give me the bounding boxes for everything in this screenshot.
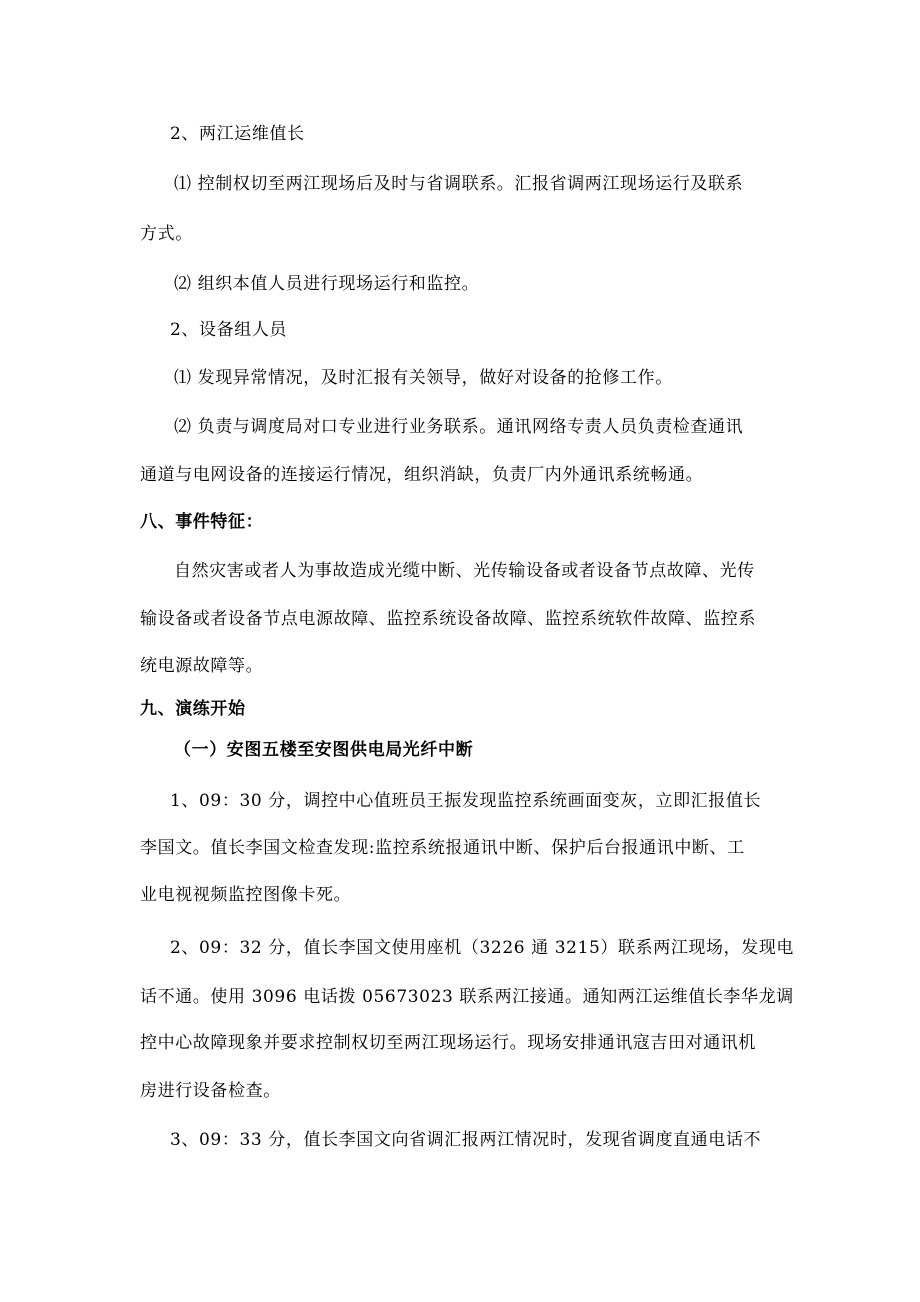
paragraph-line: 房进行设备检查。 <box>140 1081 281 1101</box>
paragraph-line: 统电源故障等。 <box>140 656 264 676</box>
paragraph-line: 话不通。使用 3096 电话拨 05673023 联系两江接通。通知两江运维值长李华龙调 <box>140 987 794 1007</box>
paragraph-line: 通道与电网设备的连接运行情况，组织消缺，负责厂内外通讯系统畅通。 <box>140 465 704 485</box>
paragraph-line: ⑵ 负责与调度局对口专业进行业务联系。通讯网络专责人员负责检查通讯 <box>174 417 744 437</box>
subsection-heading-fiber-break: （一）安图五楼至安图供电局光纤中断 <box>174 740 474 760</box>
subheading-equipment-team: 2、设备组人员 <box>170 320 288 340</box>
paragraph-line: 输设备或者设备节点电源故障、监控系统设备故障、监控系统软件故障、监控系 <box>140 609 756 629</box>
paragraph-line: 3、09：33 分，值长李国文向省调汇报两江情况时，发现省调度直通电话不 <box>170 1130 762 1150</box>
paragraph-line: 业电视视频监控图像卡死。 <box>140 885 352 905</box>
section-heading-drill-start: 九、演练开始 <box>140 699 246 719</box>
paragraph-line: ⑴ 发现异常情况，及时汇报有关领导，做好对设备的抢修工作。 <box>174 368 673 388</box>
section-heading-event-features: 八、事件特征： <box>140 512 264 532</box>
paragraph-line: 1、09：30 分，调控中心值班员王振发现监控系统画面变灰，立即汇报值长 <box>170 791 762 811</box>
paragraph-line: ⑵ 组织本值人员进行现场运行和监控。 <box>174 274 480 294</box>
paragraph-line: 自然灾害或者人为事故造成光缆中断、光传输设备或者设备节点故障、光传 <box>174 561 755 581</box>
paragraph-line: ⑴ 控制权切至两江现场后及时与省调联系。汇报省调两江现场运行及联系 <box>174 174 744 194</box>
paragraph-line: 控中心故障现象并要求控制权切至两江现场运行。现场安排通讯寇吉田对通讯机 <box>140 1033 756 1053</box>
paragraph-line: 李国文。值长李国文检查发现:监控系统报通讯中断、保护后台报通讯中断、工 <box>140 838 745 858</box>
paragraph-line: 2、09：32 分，值长李国文使用座机（3226 通 3215）联系两江现场，发现电 <box>170 938 795 958</box>
subheading-lianjiang-duty-chief: 2、两江运维值长 <box>170 124 305 144</box>
paragraph-line: 方式。 <box>140 224 193 244</box>
